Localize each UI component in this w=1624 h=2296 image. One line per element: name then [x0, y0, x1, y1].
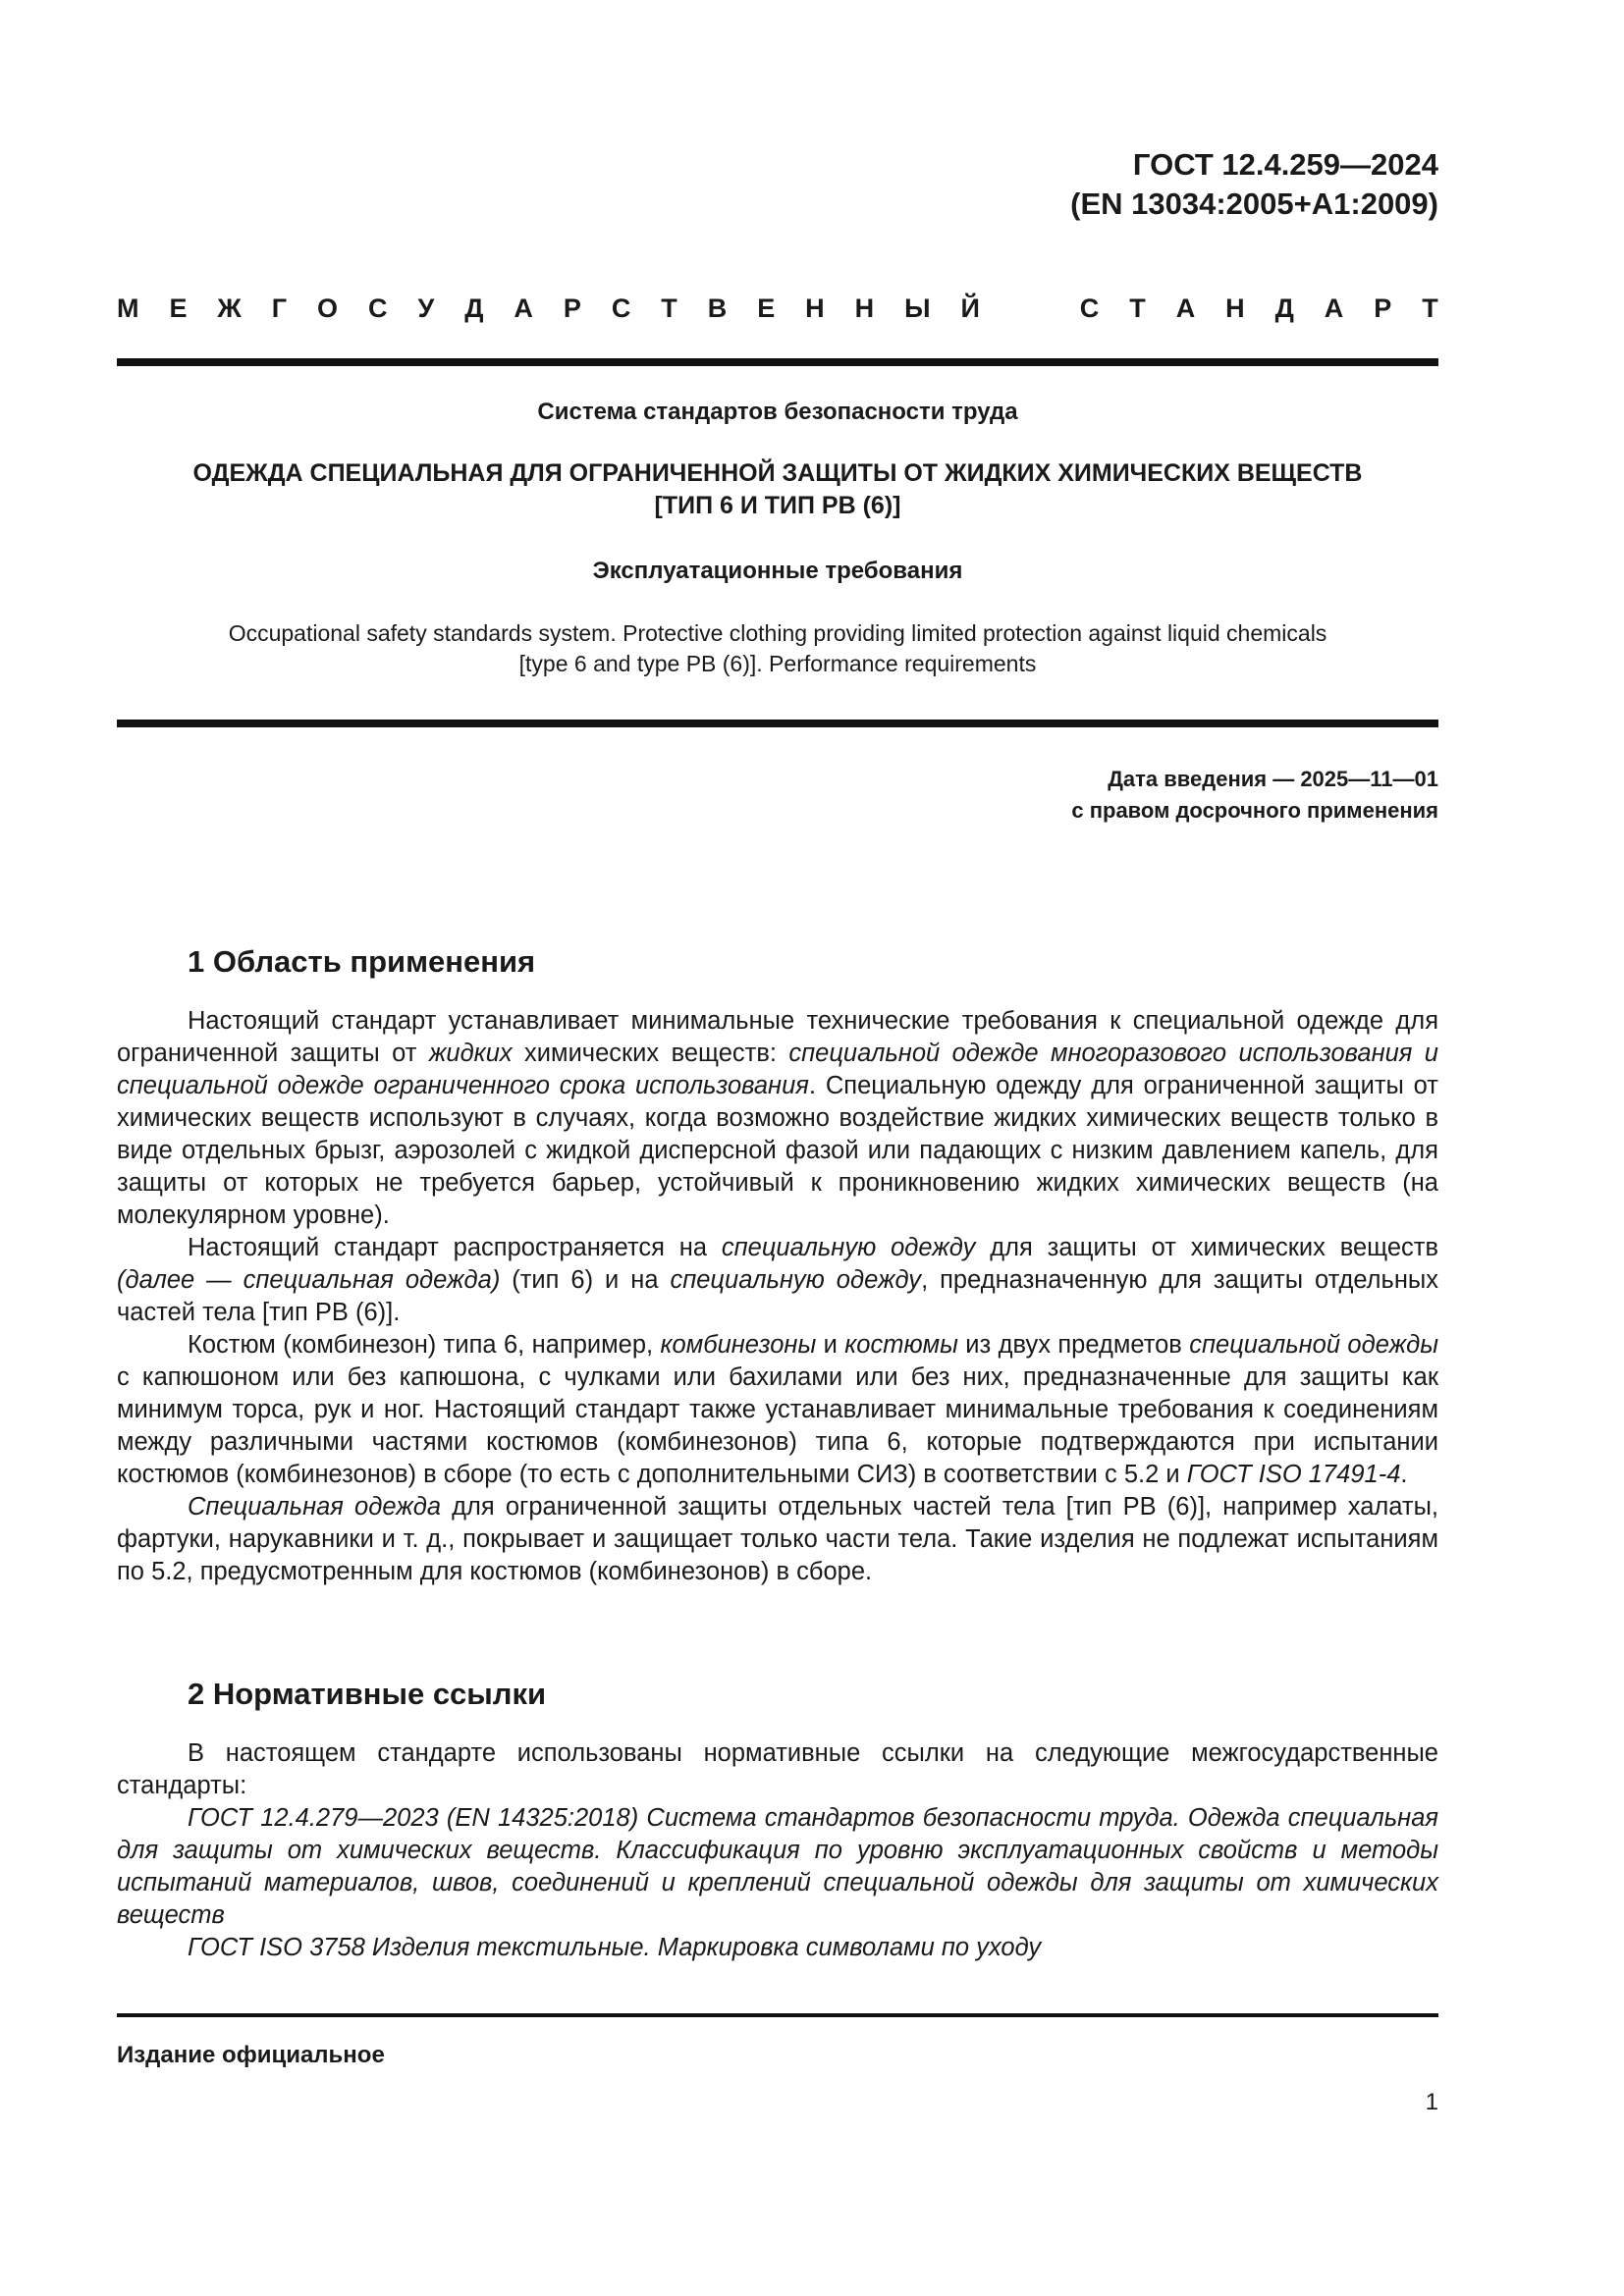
page-number: 1 [1425, 2089, 1438, 2115]
banner-letter: Ж [217, 294, 242, 323]
banner-letter: С [1079, 294, 1100, 323]
text-run: Костюм (комбинезон) типа 6, например, [188, 1331, 661, 1359]
banner-letter: А [1324, 294, 1344, 323]
normative-reference [117, 1932, 1438, 1964]
text-run: Настоящий стандарт распространяется на [188, 1234, 722, 1261]
en-reference: (EN 13034:2005+A1:2009) [1070, 187, 1438, 221]
banner-word-gap [1010, 292, 1050, 325]
english-title-line: [type 6 and type PB (6)]. Performance requirements [518, 651, 1037, 676]
text-run: для защиты от химических веществ [975, 1234, 1439, 1261]
introduction-date-line: Дата введения — 2025—11—01 [1108, 767, 1438, 791]
footer-divider [117, 2013, 1438, 2017]
italic-term: специальную одежду [721, 1234, 976, 1261]
section-scope-body [117, 1005, 1438, 1588]
english-title [117, 618, 1438, 679]
reference-text: ГОСТ 12.4.279—2023 (EN 14325:2018) Система стандартов безопасности труда. Одежда специальная для защиты от химических веществ. Классификация по уровню эксплуатационных свойств и методы испытаний материалов, швов, соединений и креплений специальной одежды для защиты от химических веществ [117, 1804, 1438, 1929]
banner-letter: Е [169, 294, 188, 323]
section-normative-refs-body [117, 1737, 1438, 1964]
introduction-date [1071, 764, 1438, 827]
italic-term: комбинезоны [660, 1331, 817, 1359]
section-heading-scope: 1 Область применения [188, 944, 536, 979]
banner-letter: А [1175, 294, 1196, 323]
text-run: Настоящий стандарт устанавливает минимальные технические требования к специальной одежде для ограниченной защиты от [117, 1007, 1438, 1067]
banner-letter: Т [1129, 294, 1146, 323]
banner-letter: Й [960, 294, 980, 323]
english-title-line: Occupational safety standards system. Protective clothing providing limited protection against liquid chemicals [228, 620, 1327, 646]
official-edition-label: Издание официальное [117, 2042, 385, 2068]
standard-title [117, 457, 1438, 522]
text-run: и [816, 1331, 845, 1359]
banner-letter: Е [757, 294, 776, 323]
italic-term: специальной одежды [1189, 1331, 1439, 1359]
banner-letter: Д [1274, 294, 1294, 323]
banner-letter: В [707, 294, 728, 323]
text-run: для ограниченной защиты отдельных частей тела [тип РВ (6)], например халаты, фартуки, нарукавники и т. д., покрывает и защищает только части тела. Такие изделия не подлежат испытаниям по 5.2, предусмотренным для костюмов (комбинезонов) в сборе. [117, 1493, 1439, 1585]
interstate-standard-banner [117, 292, 1438, 325]
banner-letter: А [514, 294, 533, 323]
text-run: с капюшоном или без капюшона, с чулками или бахилами или без них, предназначенные для защиты как минимум торса, рук и ног. Настоящий стандарт также устанавливает минимальные требования к соединениям между различными частями костюмов (комбинезонов) типа 6, которые подтверждаются при испытании костюмов (комбинезонов) в сборе (то есть с дополнительными СИЗ) в соответствии с 5.2 и [117, 1363, 1438, 1488]
italic-term: костюмы [844, 1331, 958, 1359]
text-run: химических веществ: [512, 1040, 789, 1067]
early-application-line: с правом досрочного применения [1071, 798, 1438, 823]
banner-letter: Ы [904, 294, 931, 323]
banner-letter: У [417, 294, 435, 323]
banner-letter: Р [563, 294, 581, 323]
standard-title-line: ОДЕЖДА СПЕЦИАЛЬНАЯ ДЛЯ ОГРАНИЧЕННОЙ ЗАЩИТЫ ОТ ЖИДКИХ ХИМИЧЕСКИХ ВЕЩЕСТВ [192, 459, 1363, 487]
text-run: , предназначенную для защиты отдельных частей тела [тип РВ (6)]. [117, 1266, 1438, 1326]
italic-term: Специальная одежда [188, 1493, 442, 1521]
banner-letter: Г [271, 294, 288, 323]
gost-number: ГОСТ 12.4.259—2024 [1132, 147, 1438, 182]
document-page [117, 0, 1438, 2296]
italic-term: жидких [428, 1040, 513, 1067]
paragraph [117, 1005, 1438, 1232]
standard-subtitle: Эксплуатационные требования [592, 558, 963, 584]
banner-letter: Н [1225, 294, 1245, 323]
text-run: (тип 6) и на [500, 1266, 671, 1294]
banner-letter: С [368, 294, 388, 323]
gost-designation [1070, 145, 1438, 224]
text-run: из двух предметов [957, 1331, 1190, 1359]
paragraph [117, 1491, 1438, 1588]
section-heading-normative-refs: 2 Нормативные ссылки [188, 1677, 547, 1711]
italic-term: ГОСТ ISO 17491-4 [1186, 1461, 1401, 1488]
text-run: . Специальную одежду для ограниченной защиты от химических веществ используют в случаях, когда возможно воздействие жидких химических веществ только в виде отдельных брызг, аэрозолей с жидкой дисперсной фазой или падающих с низким давлением капель, для защиты от которых не требуется барьер, устойчивый к проникновению жидких химических веществ (на молекулярном уровне). [117, 1072, 1438, 1229]
system-title: Система стандартов безопасности труда [537, 399, 1018, 425]
paragraph [117, 1232, 1438, 1329]
italic-term: (далее — специальная одежда) [117, 1266, 501, 1294]
banner-letter: С [611, 294, 631, 323]
text-run: . [1400, 1461, 1408, 1488]
normative-reference [117, 1802, 1438, 1932]
standard-title-line: [ТИП 6 И ТИП РВ (6)] [654, 492, 901, 519]
italic-term: специальную одежду [670, 1266, 922, 1294]
banner-letter: О [317, 294, 339, 323]
reference-text: ГОСТ ISO 3758 Изделия текстильные. Маркировка символами по уходу [188, 1934, 1042, 1961]
paragraph: В настоящем стандарте использованы нормативные ссылки на следующие межгосударственные стандарты: [117, 1739, 1438, 1799]
banner-letter: Т [661, 294, 677, 323]
italic-term: специальной одежде многоразового использования и специальной одежде ограниченного срока использования [117, 1040, 1438, 1099]
banner-letter: М [117, 294, 139, 323]
header-divider [117, 358, 1438, 366]
banner-letter: Т [1422, 294, 1438, 323]
banner-letter: Р [1374, 294, 1392, 323]
banner-letter: Н [805, 294, 825, 323]
banner-letter: Д [464, 294, 484, 323]
title-divider [117, 720, 1438, 727]
banner-letter: Н [854, 294, 875, 323]
paragraph [117, 1329, 1438, 1491]
